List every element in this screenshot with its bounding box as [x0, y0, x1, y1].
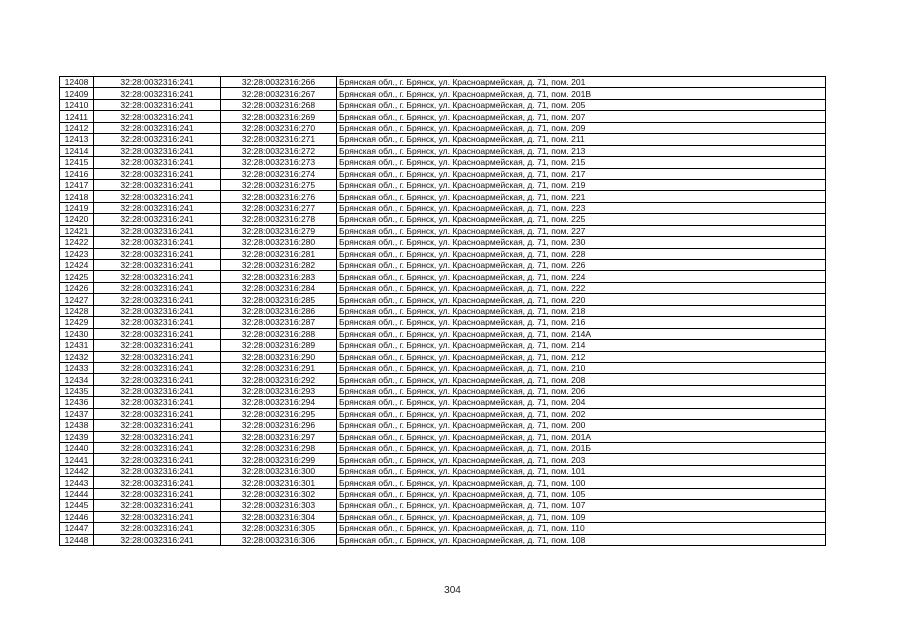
- quarter-number-cell: 32:28:0032316:241: [94, 271, 221, 282]
- address-cell: Брянская обл., г. Брянск, ул. Красноармейская, д. 71, пом. 206: [337, 385, 826, 396]
- table-row: [60, 179, 826, 190]
- cadastral-number-cell: 32:28:0032316:267: [221, 88, 337, 99]
- address-cell: Брянская обл., г. Брянск, ул. Красноармейская, д. 71, пом. 110: [337, 523, 826, 534]
- table-row: [60, 534, 826, 545]
- quarter-number-cell: 32:28:0032316:241: [94, 328, 221, 339]
- cadastral-number-cell: 32:28:0032316:297: [221, 431, 337, 442]
- table-row: [60, 168, 826, 179]
- address-cell: Брянская обл., г. Брянск, ул. Красноармейская, д. 71, пом. 217: [337, 168, 826, 179]
- address-cell: Брянская обл., г. Брянск, ул. Красноармейская, д. 71, пом. 203: [337, 454, 826, 465]
- quarter-number-cell: 32:28:0032316:241: [94, 511, 221, 522]
- cadastral-number-cell: 32:28:0032316:272: [221, 145, 337, 156]
- address-cell: Брянская обл., г. Брянск, ул. Красноармейская, д. 71, пом. 204: [337, 397, 826, 408]
- address-cell: Брянская обл., г. Брянск, ул. Красноармейская, д. 71, пом. 207: [337, 111, 826, 122]
- table-row: [60, 122, 826, 133]
- table-row: [60, 305, 826, 316]
- table-row: [60, 443, 826, 454]
- table-row: [60, 523, 826, 534]
- row-number-cell: 12415: [60, 157, 94, 168]
- address-cell: Брянская обл., г. Брянск, ул. Красноармейская, д. 71, пом. 222: [337, 282, 826, 293]
- row-number-cell: 12432: [60, 351, 94, 362]
- quarter-number-cell: 32:28:0032316:241: [94, 431, 221, 442]
- quarter-number-cell: 32:28:0032316:241: [94, 260, 221, 271]
- address-cell: Брянская обл., г. Брянск, ул. Красноармейская, д. 71, пом. 223: [337, 202, 826, 213]
- table-row: [60, 225, 826, 236]
- address-cell: Брянская обл., г. Брянск, ул. Красноармейская, д. 71, пом. 108: [337, 534, 826, 545]
- table-row: [60, 397, 826, 408]
- cadastral-number-cell: 32:28:0032316:280: [221, 237, 337, 248]
- cadastral-number-cell: 32:28:0032316:283: [221, 271, 337, 282]
- cadastral-number-cell: 32:28:0032316:294: [221, 397, 337, 408]
- quarter-number-cell: 32:28:0032316:241: [94, 77, 221, 88]
- cadastral-number-cell: 32:28:0032316:296: [221, 420, 337, 431]
- quarter-number-cell: 32:28:0032316:241: [94, 465, 221, 476]
- cadastral-number-cell: 32:28:0032316:276: [221, 191, 337, 202]
- quarter-number-cell: 32:28:0032316:241: [94, 99, 221, 110]
- quarter-number-cell: 32:28:0032316:241: [94, 282, 221, 293]
- table-row: [60, 157, 826, 168]
- row-number-cell: 12409: [60, 88, 94, 99]
- row-number-cell: 12408: [60, 77, 94, 88]
- address-cell: Брянская обл., г. Брянск, ул. Красноармейская, д. 71, пом. 225: [337, 214, 826, 225]
- table-row: [60, 260, 826, 271]
- row-number-cell: 12437: [60, 408, 94, 419]
- address-cell: Брянская обл., г. Брянск, ул. Красноармейская, д. 71, пом. 201: [337, 77, 826, 88]
- cadastral-number-cell: 32:28:0032316:271: [221, 134, 337, 145]
- table-row: [60, 340, 826, 351]
- table-row: [60, 294, 826, 305]
- address-cell: Брянская обл., г. Брянск, ул. Красноармейская, д. 71, пом. 214: [337, 340, 826, 351]
- quarter-number-cell: 32:28:0032316:241: [94, 145, 221, 156]
- address-cell: Брянская обл., г. Брянск, ул. Красноармейская, д. 71, пом. 209: [337, 122, 826, 133]
- cadastral-number-cell: 32:28:0032316:295: [221, 408, 337, 419]
- address-cell: Брянская обл., г. Брянск, ул. Красноармейская, д. 71, пом. 213: [337, 145, 826, 156]
- quarter-number-cell: 32:28:0032316:241: [94, 237, 221, 248]
- table-row: [60, 248, 826, 259]
- quarter-number-cell: 32:28:0032316:241: [94, 340, 221, 351]
- cadastral-number-cell: 32:28:0032316:298: [221, 443, 337, 454]
- address-cell: Брянская обл., г. Брянск, ул. Красноармейская, д. 71, пом. 226: [337, 260, 826, 271]
- quarter-number-cell: 32:28:0032316:241: [94, 88, 221, 99]
- cadastral-number-cell: 32:28:0032316:266: [221, 77, 337, 88]
- row-number-cell: 12441: [60, 454, 94, 465]
- row-number-cell: 12423: [60, 248, 94, 259]
- table-row: [60, 374, 826, 385]
- table-row: [60, 111, 826, 122]
- quarter-number-cell: 32:28:0032316:241: [94, 111, 221, 122]
- quarter-number-cell: 32:28:0032316:241: [94, 122, 221, 133]
- row-number-cell: 12436: [60, 397, 94, 408]
- address-cell: Брянская обл., г. Брянск, ул. Красноармейская, д. 71, пом. 219: [337, 179, 826, 190]
- cadastral-number-cell: 32:28:0032316:279: [221, 225, 337, 236]
- table-row: [60, 145, 826, 156]
- quarter-number-cell: 32:28:0032316:241: [94, 454, 221, 465]
- address-cell: Брянская обл., г. Брянск, ул. Красноармейская, д. 71, пом. 201В: [337, 88, 826, 99]
- row-number-cell: 12439: [60, 431, 94, 442]
- address-cell: Брянская обл., г. Брянск, ул. Красноармейская, д. 71, пом. 224: [337, 271, 826, 282]
- quarter-number-cell: 32:28:0032316:241: [94, 397, 221, 408]
- cadastral-number-cell: 32:28:0032316:286: [221, 305, 337, 316]
- cadastral-number-cell: 32:28:0032316:292: [221, 374, 337, 385]
- quarter-number-cell: 32:28:0032316:241: [94, 385, 221, 396]
- address-cell: Брянская обл., г. Брянск, ул. Красноармейская, д. 71, пом. 216: [337, 317, 826, 328]
- table-row: [60, 134, 826, 145]
- table-row: [60, 454, 826, 465]
- quarter-number-cell: 32:28:0032316:241: [94, 477, 221, 488]
- cadastral-number-cell: 32:28:0032316:302: [221, 488, 337, 499]
- quarter-number-cell: 32:28:0032316:241: [94, 179, 221, 190]
- row-number-cell: 12424: [60, 260, 94, 271]
- table-row: [60, 362, 826, 373]
- table-row: [60, 317, 826, 328]
- address-cell: Брянская обл., г. Брянск, ул. Красноармейская, д. 71, пом. 201А: [337, 431, 826, 442]
- quarter-number-cell: 32:28:0032316:241: [94, 420, 221, 431]
- quarter-number-cell: 32:28:0032316:241: [94, 134, 221, 145]
- cadastral-number-cell: 32:28:0032316:301: [221, 477, 337, 488]
- cadastral-number-cell: 32:28:0032316:270: [221, 122, 337, 133]
- cadastral-number-cell: 32:28:0032316:306: [221, 534, 337, 545]
- row-number-cell: 12440: [60, 443, 94, 454]
- registry-table: [59, 76, 826, 546]
- address-cell: Брянская обл., г. Брянск, ул. Красноармейская, д. 71, пом. 212: [337, 351, 826, 362]
- page-number: 304: [444, 585, 461, 596]
- table-row: [60, 420, 826, 431]
- table-row: [60, 237, 826, 248]
- table-row: [60, 191, 826, 202]
- address-cell: Брянская обл., г. Брянск, ул. Красноармейская, д. 71, пом. 218: [337, 305, 826, 316]
- address-cell: Брянская обл., г. Брянск, ул. Красноармейская, д. 71, пом. 202: [337, 408, 826, 419]
- table-row: [60, 282, 826, 293]
- quarter-number-cell: 32:28:0032316:241: [94, 191, 221, 202]
- address-cell: Брянская обл., г. Брянск, ул. Красноармейская, д. 71, пом. 205: [337, 99, 826, 110]
- cadastral-number-cell: 32:28:0032316:275: [221, 179, 337, 190]
- row-number-cell: 12418: [60, 191, 94, 202]
- cadastral-number-cell: 32:28:0032316:268: [221, 99, 337, 110]
- row-number-cell: 12414: [60, 145, 94, 156]
- row-number-cell: 12411: [60, 111, 94, 122]
- address-cell: Брянская обл., г. Брянск, ул. Красноармейская, д. 71, пом. 101: [337, 465, 826, 476]
- quarter-number-cell: 32:28:0032316:241: [94, 362, 221, 373]
- quarter-number-cell: 32:28:0032316:241: [94, 351, 221, 362]
- row-number-cell: 12430: [60, 328, 94, 339]
- address-cell: Брянская обл., г. Брянск, ул. Красноармейская, д. 71, пом. 100: [337, 477, 826, 488]
- table-row: [60, 88, 826, 99]
- quarter-number-cell: 32:28:0032316:241: [94, 294, 221, 305]
- table-row: [60, 385, 826, 396]
- cadastral-number-cell: 32:28:0032316:282: [221, 260, 337, 271]
- table-row: [60, 99, 826, 110]
- address-cell: Брянская обл., г. Брянск, ул. Красноармейская, д. 71, пом. 201Б: [337, 443, 826, 454]
- table-row: [60, 214, 826, 225]
- row-number-cell: 12425: [60, 271, 94, 282]
- quarter-number-cell: 32:28:0032316:241: [94, 534, 221, 545]
- row-number-cell: 12422: [60, 237, 94, 248]
- quarter-number-cell: 32:28:0032316:241: [94, 305, 221, 316]
- address-cell: Брянская обл., г. Брянск, ул. Красноармейская, д. 71, пом. 200: [337, 420, 826, 431]
- row-number-cell: 12426: [60, 282, 94, 293]
- row-number-cell: 12445: [60, 500, 94, 511]
- cadastral-number-cell: 32:28:0032316:304: [221, 511, 337, 522]
- cadastral-number-cell: 32:28:0032316:291: [221, 362, 337, 373]
- table-row: [60, 500, 826, 511]
- address-cell: Брянская обл., г. Брянск, ул. Красноармейская, д. 71, пом. 210: [337, 362, 826, 373]
- row-number-cell: 12419: [60, 202, 94, 213]
- quarter-number-cell: 32:28:0032316:241: [94, 443, 221, 454]
- quarter-number-cell: 32:28:0032316:241: [94, 317, 221, 328]
- table-row: [60, 202, 826, 213]
- quarter-number-cell: 32:28:0032316:241: [94, 248, 221, 259]
- quarter-number-cell: 32:28:0032316:241: [94, 157, 221, 168]
- row-number-cell: 12429: [60, 317, 94, 328]
- row-number-cell: 12431: [60, 340, 94, 351]
- row-number-cell: 12410: [60, 99, 94, 110]
- table-row: [60, 488, 826, 499]
- row-number-cell: 12427: [60, 294, 94, 305]
- cadastral-number-cell: 32:28:0032316:290: [221, 351, 337, 362]
- quarter-number-cell: 32:28:0032316:241: [94, 374, 221, 385]
- cadastral-number-cell: 32:28:0032316:277: [221, 202, 337, 213]
- row-number-cell: 12433: [60, 362, 94, 373]
- row-number-cell: 12444: [60, 488, 94, 499]
- address-cell: Брянская обл., г. Брянск, ул. Красноармейская, д. 71, пом. 228: [337, 248, 826, 259]
- row-number-cell: 12412: [60, 122, 94, 133]
- address-cell: Брянская обл., г. Брянск, ул. Красноармейская, д. 71, пом. 227: [337, 225, 826, 236]
- cadastral-number-cell: 32:28:0032316:284: [221, 282, 337, 293]
- address-cell: Брянская обл., г. Брянск, ул. Красноармейская, д. 71, пом. 214А: [337, 328, 826, 339]
- address-cell: Брянская обл., г. Брянск, ул. Красноармейская, д. 71, пом. 105: [337, 488, 826, 499]
- quarter-number-cell: 32:28:0032316:241: [94, 408, 221, 419]
- row-number-cell: 12448: [60, 534, 94, 545]
- cadastral-number-cell: 32:28:0032316:274: [221, 168, 337, 179]
- cadastral-number-cell: 32:28:0032316:289: [221, 340, 337, 351]
- table-row: [60, 511, 826, 522]
- row-number-cell: 12428: [60, 305, 94, 316]
- address-cell: Брянская обл., г. Брянск, ул. Красноармейская, д. 71, пом. 220: [337, 294, 826, 305]
- row-number-cell: 12413: [60, 134, 94, 145]
- quarter-number-cell: 32:28:0032316:241: [94, 488, 221, 499]
- table-row: [60, 477, 826, 488]
- address-cell: Брянская обл., г. Брянск, ул. Красноармейская, д. 71, пом. 221: [337, 191, 826, 202]
- cadastral-number-cell: 32:28:0032316:288: [221, 328, 337, 339]
- row-number-cell: 12416: [60, 168, 94, 179]
- table-row: [60, 408, 826, 419]
- row-number-cell: 12435: [60, 385, 94, 396]
- cadastral-number-cell: 32:28:0032316:287: [221, 317, 337, 328]
- cadastral-number-cell: 32:28:0032316:285: [221, 294, 337, 305]
- row-number-cell: 12421: [60, 225, 94, 236]
- row-number-cell: 12447: [60, 523, 94, 534]
- table-row: [60, 351, 826, 362]
- row-number-cell: 12443: [60, 477, 94, 488]
- address-cell: Брянская обл., г. Брянск, ул. Красноармейская, д. 71, пом. 230: [337, 237, 826, 248]
- table-row: [60, 328, 826, 339]
- cadastral-number-cell: 32:28:0032316:273: [221, 157, 337, 168]
- row-number-cell: 12420: [60, 214, 94, 225]
- address-cell: Брянская обл., г. Брянск, ул. Красноармейская, д. 71, пом. 211: [337, 134, 826, 145]
- quarter-number-cell: 32:28:0032316:241: [94, 500, 221, 511]
- cadastral-number-cell: 32:28:0032316:299: [221, 454, 337, 465]
- cadastral-number-cell: 32:28:0032316:269: [221, 111, 337, 122]
- table-row: [60, 271, 826, 282]
- quarter-number-cell: 32:28:0032316:241: [94, 214, 221, 225]
- cadastral-number-cell: 32:28:0032316:305: [221, 523, 337, 534]
- cadastral-number-cell: 32:28:0032316:281: [221, 248, 337, 259]
- address-cell: Брянская обл., г. Брянск, ул. Красноармейская, д. 71, пом. 109: [337, 511, 826, 522]
- cadastral-number-cell: 32:28:0032316:300: [221, 465, 337, 476]
- quarter-number-cell: 32:28:0032316:241: [94, 202, 221, 213]
- row-number-cell: 12434: [60, 374, 94, 385]
- row-number-cell: 12438: [60, 420, 94, 431]
- table-row: [60, 77, 826, 88]
- registry-table-body: [60, 77, 826, 546]
- address-cell: Брянская обл., г. Брянск, ул. Красноармейская, д. 71, пом. 107: [337, 500, 826, 511]
- address-cell: Брянская обл., г. Брянск, ул. Красноармейская, д. 71, пом. 208: [337, 374, 826, 385]
- quarter-number-cell: 32:28:0032316:241: [94, 168, 221, 179]
- cadastral-number-cell: 32:28:0032316:278: [221, 214, 337, 225]
- cadastral-number-cell: 32:28:0032316:303: [221, 500, 337, 511]
- quarter-number-cell: 32:28:0032316:241: [94, 225, 221, 236]
- row-number-cell: 12442: [60, 465, 94, 476]
- cadastral-number-cell: 32:28:0032316:293: [221, 385, 337, 396]
- row-number-cell: 12417: [60, 179, 94, 190]
- quarter-number-cell: 32:28:0032316:241: [94, 523, 221, 534]
- table-row: [60, 431, 826, 442]
- row-number-cell: 12446: [60, 511, 94, 522]
- table-row: [60, 465, 826, 476]
- address-cell: Брянская обл., г. Брянск, ул. Красноармейская, д. 71, пом. 215: [337, 157, 826, 168]
